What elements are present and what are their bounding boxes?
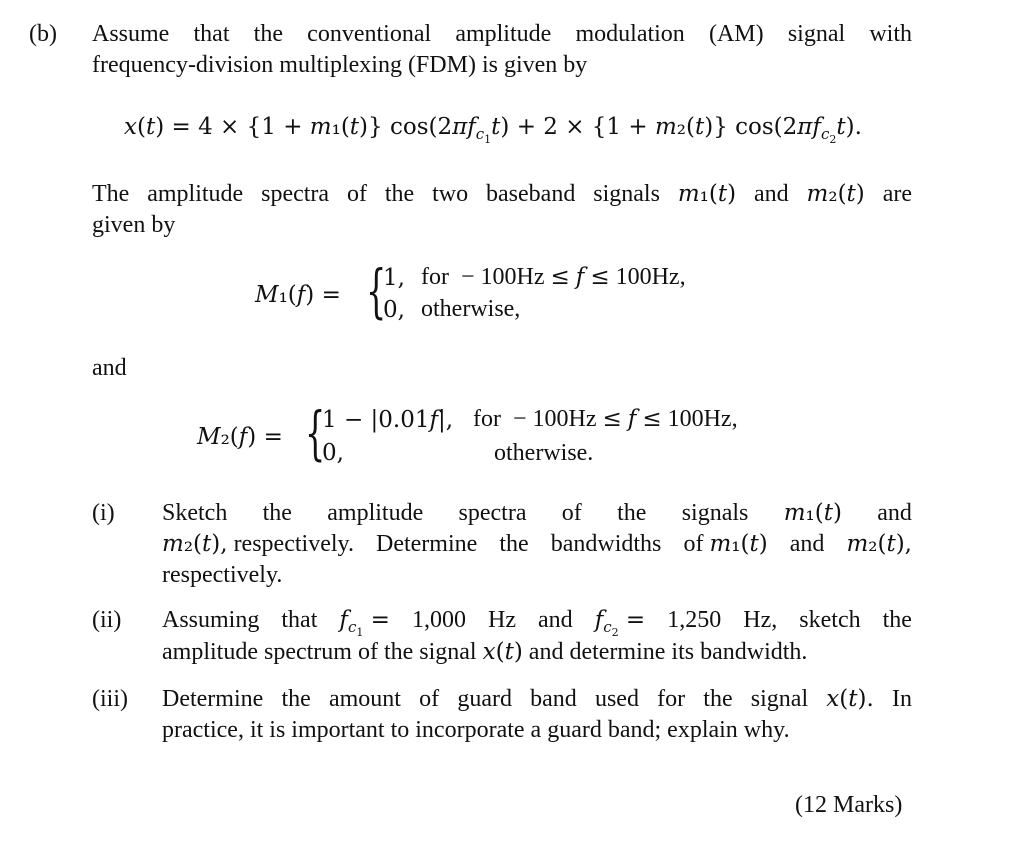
m2-case2-condition: otherwise. <box>494 440 594 466</box>
question-iii-label: (iii) <box>92 686 128 712</box>
m2-case1-value: 1 − |0.01f|, <box>322 407 454 433</box>
question-i-line-1: Sketch the amplitude spectra of the signals m₁(t) and <box>162 500 912 526</box>
and-word: and <box>92 355 127 381</box>
m2-case1-condition: for − 100Hz ≤ f ≤ 100Hz, <box>473 406 738 432</box>
question-i-line-3: respectively. <box>162 562 283 588</box>
marks-label: (12 Marks) <box>795 792 903 818</box>
m2-lhs: M₂(f) = <box>197 424 283 450</box>
question-i-line-2: m₂(t), respectively. Determine the bandwidths of m₁(t) and m₂(t), <box>162 531 912 557</box>
equation-x-of-t: x(t) = 4 × {1 + m₁(t)} $\cos(2\pi f_{c_1}t) + 2 \times \{1 + m_2(t)\}$ $\cos(2\pi f_{c_2}t)$. <box>124 114 862 146</box>
m1-brace: { <box>366 257 387 325</box>
spectra-intro-line-1: The amplitude spectra of the two baseband signals m₁(t) and m₂(t) are <box>92 181 912 207</box>
m1-case1-value: 1, <box>383 265 405 291</box>
question-ii-line-1: Assuming that $f_{c_1}$ = 1,000 Hz and $f_{c_2}$ = 1,250 Hz, sketch the <box>162 607 912 639</box>
m1-case1-condition: for − 100Hz ≤ f ≤ 100Hz, <box>421 264 686 290</box>
intro-line-1: Assume that the conventional amplitude modulation (AM) signal with <box>92 21 912 47</box>
question-iii-line-1: Determine the amount of guard band used for the signal x(t). In <box>162 686 912 712</box>
m1-case2-value: 0, <box>383 297 405 323</box>
m1-case2-condition: otherwise, <box>421 296 521 322</box>
question-ii-line-2: amplitude spectrum of the signal x(t) and determine its bandwidth. <box>162 639 808 665</box>
question-i-label: (i) <box>92 500 115 526</box>
question-ii-label: (ii) <box>92 607 122 633</box>
m2-brace: { <box>305 399 326 467</box>
spectra-intro-line-2: given by <box>92 212 176 238</box>
question-iii-line-2: practice, it is important to incorporate a guard band; explain why. <box>162 717 790 743</box>
intro-line-2: frequency-division multiplexing (FDM) is given by <box>92 52 588 78</box>
m2-case2-value: 0, <box>322 440 344 466</box>
part-label: (b) <box>29 21 57 47</box>
m1-lhs: M₁(f) = <box>255 282 341 308</box>
